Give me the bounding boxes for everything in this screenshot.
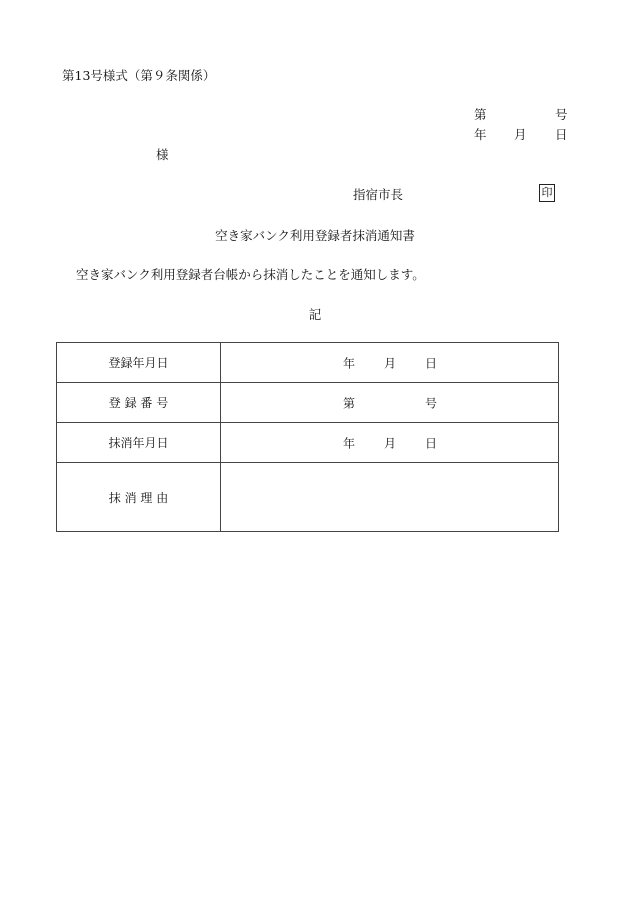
seal-mark: 印 <box>539 184 555 202</box>
issuer-title: 指宿市長 <box>353 187 404 202</box>
registration-number-label: 登 録 番 号 <box>57 383 221 423</box>
cancellation-date-value <box>221 423 559 463</box>
cancellation-reason-value <box>221 463 559 532</box>
registration-number-suffix: 号 <box>425 396 438 410</box>
addressee-suffix: 様 <box>156 147 169 162</box>
table-row <box>57 383 559 423</box>
record-table <box>56 342 559 532</box>
table-row <box>57 423 559 463</box>
document-title: 空き家バンク利用登録者抹消通知書 <box>215 228 415 243</box>
table-row <box>57 343 559 383</box>
doc-date-year: 年 <box>474 127 487 142</box>
registration-date-day: 日 <box>425 356 438 370</box>
cancellation-date-year: 年 <box>343 436 356 450</box>
registration-date-year: 年 <box>343 356 356 370</box>
registration-number-value <box>221 383 559 423</box>
form-number: 第13号様式（第９条関係） <box>62 68 216 83</box>
cancellation-reason-label: 抹 消 理 由 <box>57 463 221 532</box>
body-text: 空き家バンク利用登録者台帳から抹消したことを通知します。 <box>76 267 425 282</box>
registration-number-prefix: 第 <box>343 396 356 410</box>
doc-date-day: 日 <box>555 127 568 142</box>
table-row <box>57 463 559 532</box>
registration-date-label: 登録年月日 <box>57 343 221 383</box>
cancellation-date-month: 月 <box>384 436 397 450</box>
doc-number-suffix: 号 <box>555 107 568 122</box>
ki-marker: 記 <box>308 307 322 322</box>
registration-date-month: 月 <box>384 356 397 370</box>
doc-date-month: 月 <box>514 127 527 142</box>
cancellation-date-label: 抹消年月日 <box>57 423 221 463</box>
registration-date-value <box>221 343 559 383</box>
doc-number-prefix: 第 <box>474 107 487 122</box>
cancellation-date-day: 日 <box>425 436 438 450</box>
